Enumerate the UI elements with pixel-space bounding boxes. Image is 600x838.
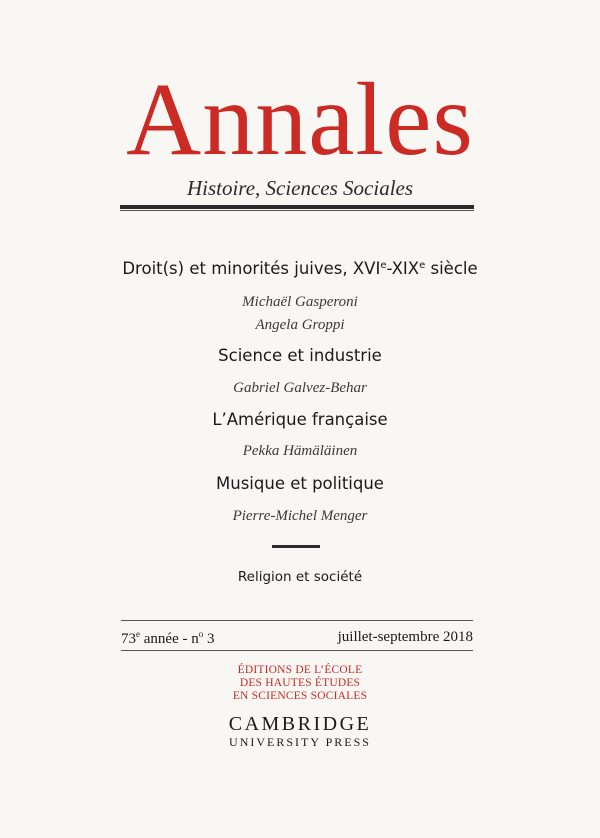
publisher-line-2: DES HAUTES ÉTUDES — [239, 677, 361, 689]
journal-title: Annales — [126, 62, 474, 177]
author-name: Pierre-Michel Menger — [232, 508, 368, 524]
issue-rule-top — [121, 620, 473, 621]
author-name: Angela Groppi — [255, 317, 345, 333]
section-heading-1: Droit(s) et minorités juives, XVIe-XIXe siècle — [122, 259, 478, 278]
header-rule-thick — [120, 205, 474, 209]
journal-subtitle: Histoire, Sciences Sociales — [186, 176, 414, 200]
author-name: Michaël Gasperoni — [242, 294, 358, 310]
section-heading-4: Musique et politique — [216, 474, 384, 493]
author-name: Gabriel Galvez-Behar — [233, 380, 367, 396]
author-name: Pekka Hämäläinen — [242, 443, 358, 459]
extra-section-heading: Religion et société — [237, 569, 363, 585]
issue-number: 73e année - $n^o$ 3 — [121, 629, 215, 647]
press-subtitle: UNIVERSITY PRESS — [229, 735, 371, 749]
issue-rule-bottom — [121, 650, 473, 651]
press-name: CAMBRIDGE — [228, 713, 372, 735]
header-rule-thin — [120, 210, 474, 211]
issue-info — [121, 629, 473, 648]
publisher-line-3: EN SCIENCES SOCIALES — [232, 690, 368, 702]
section-divider — [272, 545, 320, 548]
publisher-line-1: ÉDITIONS DE L’ÉCOLE — [237, 664, 363, 676]
section-heading-3: L’Amérique française — [212, 410, 388, 429]
section-heading-2: Science et industrie — [218, 346, 382, 365]
issue-period: juillet-septembre 2018 — [337, 629, 473, 645]
